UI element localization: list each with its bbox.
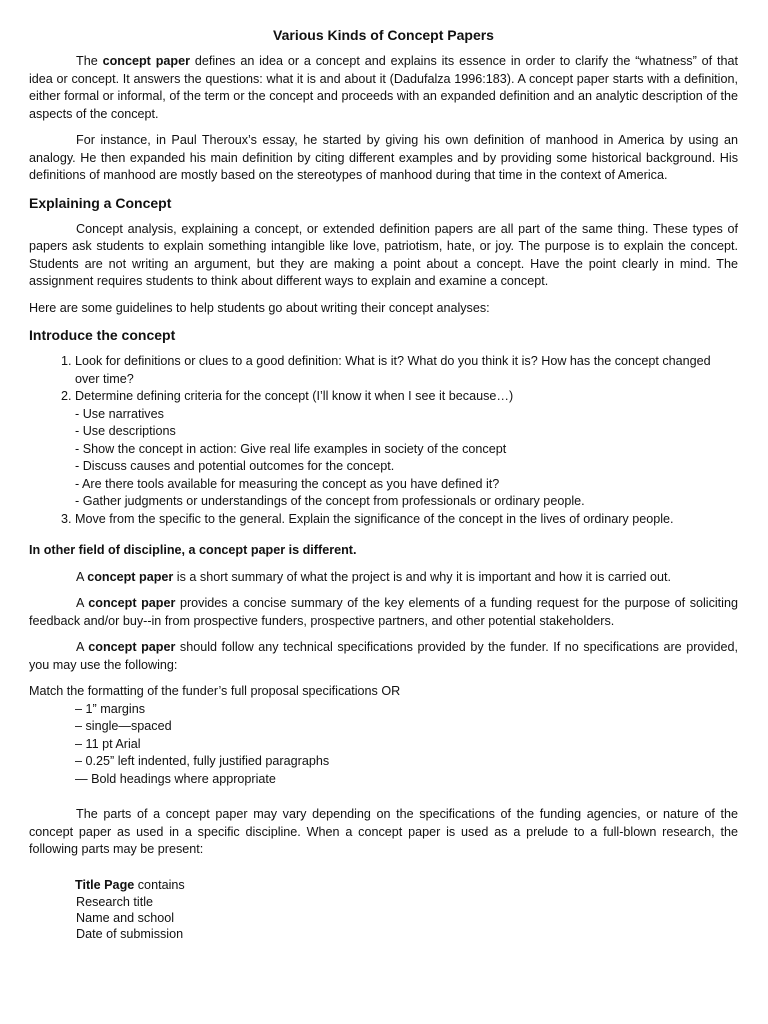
other-paragraph-2: A concept paper provides a concise summary of the key elements of a funding request for the purpose of soliciting feedback and/or buy--in from prospective funders, prospective partners, and other potential stakeholders. bbox=[29, 596, 738, 628]
formatting-item: – 1” margins bbox=[75, 701, 145, 716]
spacer bbox=[29, 528, 738, 542]
document-title: Various Kinds of Concept Papers bbox=[273, 27, 494, 43]
title-page-item: Research title bbox=[76, 895, 153, 909]
formatting-item: – 0.25” left indented, fully justified paragraphs bbox=[75, 754, 330, 768]
title-page-item: Name and school bbox=[76, 911, 175, 925]
bold-term: concept paper bbox=[87, 569, 174, 584]
title-page-label: Title Page bbox=[75, 877, 135, 892]
other-paragraph-1: A concept paper is a short summary of what the project is and why it is important and how it is carried out. bbox=[76, 569, 671, 584]
section-heading-explaining: Explaining a Concept bbox=[29, 194, 172, 211]
explaining-paragraph-2: Here are some guidelines to help students go about writing their concept analyses: bbox=[29, 300, 490, 315]
sublist-item: - Discuss causes and potential outcomes for the concept. bbox=[75, 459, 395, 473]
intro-paragraph-1: The concept paper defines an idea or a concept and explains its essence in order to clarify the “whatness” of that idea or concept. It answers the questions: what it is and about it (Dadufalza 1996:183). A concept paper starts with a definition, either formal or informal, of the term or the concept and proceeds with an expanded definition and an analytic description of the aspects of the concept. bbox=[29, 54, 739, 121]
criteria-sublist bbox=[75, 406, 738, 511]
intro-paragraph-2: For instance, in Paul Theroux’s essay, he started by giving his own definition of manhood in America by using an analogy. He then expanded his main definition by citing different examples and by providing some historical background. His definitions of manhood are mostly based on the stereotypes of manhood during that time in the context of America. bbox=[29, 133, 738, 182]
title-page-items bbox=[76, 894, 738, 942]
title-page-item: Date of submission bbox=[76, 927, 184, 941]
list-item: 2. Determine defining criteria for the concept (I’ll know it when I see it because…) - Use narratives - Use descriptions - Show the concept in action: Give real life examples in society of the concept - Discuss causes and potential outcomes for the concept. - Are there tools available for measuring the concept as you have defined it? - Gather judgments or understandings of the concept from professionals or ordinary people. bbox=[75, 388, 738, 511]
formatting-list bbox=[75, 701, 738, 789]
bold-term: concept paper bbox=[88, 596, 176, 610]
list-item: 1. Look for definitions or clues to a good definition: What is it? What do you think it is? How has the concept changed over time? bbox=[75, 353, 738, 388]
sublist-item: - Use narratives bbox=[75, 406, 164, 421]
sublist-item: - Show the concept in action: Give real life examples in society of the concept bbox=[75, 441, 507, 456]
formatting-intro: Match the formatting of the funder’s full proposal specifications OR bbox=[29, 684, 401, 698]
bold-term: concept paper bbox=[102, 54, 190, 68]
formatting-item: – 11 pt Arial bbox=[75, 736, 141, 751]
title-page-block: Title Page contains bbox=[75, 877, 185, 892]
formatting-item: – single—spaced bbox=[75, 719, 172, 733]
sublist-item: - Gather judgments or understandings of the concept from professionals or ordinary people. bbox=[75, 494, 585, 508]
other-paragraph-3: A concept paper should follow any technical specifications provided by the funder. If no specifications are provided, you may use the following: bbox=[29, 640, 739, 672]
formatting-item: — Bold headings where appropriate bbox=[75, 771, 276, 786]
bold-term: concept paper bbox=[88, 640, 176, 654]
parts-paragraph: The parts of a concept paper may vary depending on the specifications of the funding agencies, or nature of the concept paper as used in a specific discipline. When a concept paper is used as a prelude to a full-blown research, the following parts may be present: bbox=[29, 807, 738, 856]
sublist-item: - Are there tools available for measuring the concept as you have defined it? bbox=[75, 476, 500, 491]
other-field-heading: In other field of discipline, a concept paper is different. bbox=[29, 543, 357, 557]
list-item: 3. Move from the specific to the general. Explain the significance of the concept in the lives of ordinary people. bbox=[75, 511, 738, 529]
section-heading-introduce: Introduce the concept bbox=[29, 327, 176, 343]
explaining-paragraph-1: Concept analysis, explaining a concept, or extended definition papers are all part of the same thing. These types of papers ask students to explain something intangible like love, patriotism, hate, or joy. The purpose is to explain the concept. Students are not writing an argument, but they are making a point about a concept. Have the point clearly in mind. The assignment requires students to think about different ways to explain and examine a concept. bbox=[29, 221, 738, 288]
guidelines-list bbox=[29, 353, 738, 528]
sublist-item: - Use descriptions bbox=[75, 424, 176, 438]
